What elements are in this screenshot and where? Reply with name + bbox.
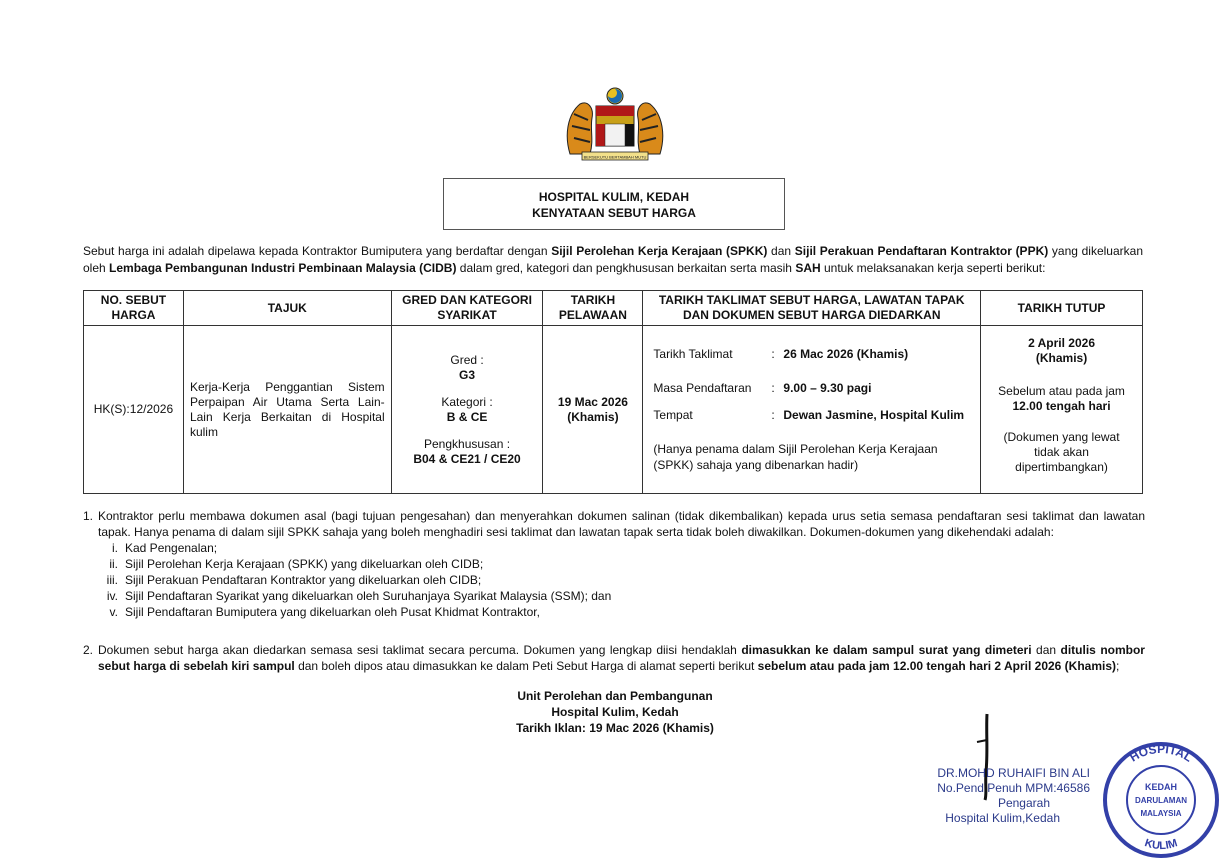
notes-section bbox=[83, 508, 1145, 674]
taklimat-date-row bbox=[653, 347, 970, 362]
note-segment: ; bbox=[1116, 659, 1120, 673]
pendaftaran-label: Masa Pendaftaran bbox=[653, 380, 752, 395]
note-text bbox=[98, 642, 1145, 674]
list-item bbox=[83, 572, 1145, 588]
tempat-label: Tempat bbox=[653, 407, 693, 422]
list-text: Kad Pengenalan; bbox=[125, 541, 218, 555]
signature-block bbox=[880, 766, 1090, 826]
cell-gred bbox=[391, 326, 543, 494]
list-numeral: v. bbox=[109, 605, 118, 619]
tutup-sebelum: Sebelum atau pada jam bbox=[998, 384, 1125, 398]
list-item bbox=[83, 604, 1145, 620]
tempat-value: Dewan Jasmine, Hospital Kulim bbox=[783, 407, 965, 422]
malaysia-coat-of-arms-icon bbox=[560, 84, 670, 164]
stamp-outer-top: HOSPITAL bbox=[1127, 741, 1195, 765]
pelawaan-date: 19 Mac 2026 bbox=[557, 394, 628, 409]
colon: : bbox=[771, 380, 775, 395]
note-segment: dan bbox=[1031, 643, 1061, 657]
stamp-inner-2: DARULAMAN bbox=[1135, 796, 1187, 805]
colon: : bbox=[771, 346, 775, 361]
table-row bbox=[84, 326, 1143, 494]
cell-pelawaan bbox=[543, 326, 643, 494]
taklimat-value: 26 Mac 2026 (Khamis) bbox=[783, 346, 909, 361]
intro-text: Sebut harga ini adalah dipelawa kepada Kontraktor Bumiputera yang berdaftar dengan bbox=[83, 244, 552, 258]
note-segment: Dokumen sebut harga akan diedarkan semasa sesi taklimat secara percuma. Dokumen yang lengkap diisi hendaklah bbox=[98, 643, 742, 657]
cell-tutup bbox=[981, 326, 1143, 494]
intro-bold: Sijil Perolehan Kerja Kerajaan (SPKK) bbox=[551, 244, 768, 258]
header-gred: GRED DAN KATEGORI SYARIKAT bbox=[391, 291, 543, 326]
list-text: Sijil Perakuan Pendaftaran Kontraktor yang dikeluarkan oleh CIDB; bbox=[125, 573, 482, 587]
list-numeral: ii. bbox=[109, 557, 118, 571]
intro-text: untuk melaksanakan kerja seperti berikut: bbox=[820, 261, 1046, 275]
cell-tajuk: Kerja-Kerja Penggantian Sistem Perpaipan Air Utama Serta Lain-Lain Kerja Berkaitan di Hospital kulim bbox=[183, 326, 391, 494]
intro-text: dalam gred, kategori dan pengkhususan berkaitan serta masih bbox=[456, 261, 796, 275]
tender-table bbox=[83, 290, 1143, 494]
gred-label: Gred : bbox=[450, 352, 484, 367]
intro-bold: Lembaga Pembangunan Industri Pembinaan Malaysia (CIDB) bbox=[109, 261, 457, 275]
header-taklimat: TARIKH TAKLIMAT SEBUT HARGA, LAWATAN TAPAK DAN DOKUMEN SEBUT HARGA DIEDARKAN bbox=[643, 291, 981, 326]
table-header-row bbox=[84, 291, 1143, 326]
header-tutup: TARIKH TUTUP bbox=[981, 291, 1143, 326]
pendaftaran-value: 9.00 – 9.30 pagi bbox=[783, 380, 872, 395]
header-no: NO. SEBUT HARGA bbox=[84, 291, 184, 326]
cell-no: HK(S):12/2026 bbox=[84, 326, 184, 494]
note-1 bbox=[83, 508, 1145, 540]
issuer-hospital: Hospital Kulim, Kedah bbox=[551, 705, 679, 719]
stamp-outer-bottom: KULIM bbox=[1143, 837, 1179, 853]
note-segment: dan boleh dipos atau dimasukkan ke dalam Peti Sebut Harga di alamat seperti berikut bbox=[294, 659, 758, 673]
list-item bbox=[83, 540, 1145, 556]
kategori-value: B & CE bbox=[446, 409, 488, 424]
list-numeral: iv. bbox=[106, 589, 118, 603]
intro-bold: Sijil Perakuan Pendaftaran Kontraktor (PPK) bbox=[794, 244, 1049, 258]
signatory-place: Hospital Kulim,Kedah bbox=[945, 811, 1060, 825]
note-bold: dimasukkan ke dalam sampul surat yang dimeteri bbox=[741, 643, 1032, 657]
list-text: Sijil Perolehan Kerja Kerajaan (SPKK) yang dikeluarkan oleh CIDB; bbox=[125, 557, 484, 571]
signatory-role: Pengarah bbox=[997, 796, 1050, 810]
intro-bold: SAH bbox=[795, 261, 821, 275]
official-stamp-icon bbox=[1100, 740, 1222, 860]
tutup-day: (Khamis) bbox=[1035, 351, 1088, 365]
header-pelawaan: TARIKH PELAWAAN bbox=[543, 291, 643, 326]
tempat-row bbox=[653, 408, 970, 423]
list-text: Sijil Pendaftaran Syarikat yang dikeluarkan oleh Suruhanjaya Syarikat Malaysia (SSM); dan bbox=[125, 589, 612, 603]
issuer-block bbox=[445, 688, 785, 736]
title-box bbox=[443, 178, 785, 230]
list-text: Sijil Pendaftaran Bumiputera yang dikeluarkan oleh Pusat Khidmat Kontraktor, bbox=[125, 605, 540, 619]
pendaftaran-row bbox=[653, 381, 970, 396]
title-hospital: HOSPITAL KULIM, KEDAH bbox=[538, 190, 690, 204]
tutup-time: 12.00 tengah hari bbox=[1012, 399, 1111, 413]
note-2 bbox=[83, 642, 1145, 674]
kategori-label: Kategori : bbox=[441, 394, 493, 409]
pelawaan-day: (Khamis) bbox=[567, 409, 619, 424]
issuer-unit: Unit Perolehan dan Pembangunan bbox=[517, 689, 713, 703]
signatory-id: No.Pend Penuh MPM:46586 bbox=[937, 781, 1090, 795]
stamp-inner-3: MALAYSIA bbox=[1140, 809, 1182, 818]
signatory-name: DR.MOHD RUHAIFI BIN ALI bbox=[937, 766, 1090, 780]
list-numeral: iii. bbox=[106, 573, 118, 587]
list-item bbox=[83, 556, 1145, 572]
tutup-note: (Dokumen yang lewat tidak akan dipertimbangkan) bbox=[1003, 430, 1120, 474]
title-notice: KENYATAAN SEBUT HARGA bbox=[532, 206, 696, 220]
note-bold: sebelum atau pada jam 12.00 tengah hari 2 April 2026 (Khamis) bbox=[757, 659, 1117, 673]
colon: : bbox=[771, 407, 775, 422]
list-item bbox=[83, 588, 1145, 604]
note-bold: ditulis nombor sebut harga di sebelah kiri sampul bbox=[98, 643, 1145, 673]
intro-text: yang dikeluarkan oleh bbox=[83, 244, 1143, 275]
intro-text: dan bbox=[767, 244, 795, 258]
note-text: Kontraktor perlu membawa dokumen asal (bagi tujuan pengesahan) dan menyerahkan dokumen salinan (tidak dikembalikan) kepada urus setia semasa pendaftaran sesi taklimat dan lawatan tapak. Hanya penama di dalam sijil SPKK sahaja yang boleh menghadiri sesi taklimat dan lawatan tapak serta tidak boleh diwakilkan. Dokumen-dokumen yang dikehendaki adalah: bbox=[98, 509, 1145, 539]
pengkhususan-label: Pengkhususan : bbox=[424, 436, 511, 451]
taklimat-label: Tarikh Taklimat bbox=[653, 346, 733, 361]
list-numeral: i. bbox=[112, 541, 118, 555]
pengkhususan-value: B04 & CE21 / CE20 bbox=[413, 451, 521, 466]
tutup-date: 2 April 2026 bbox=[1028, 336, 1095, 350]
note-number: 2. bbox=[83, 643, 94, 657]
stamp-inner-1: KEDAH bbox=[1144, 782, 1178, 792]
intro-paragraph bbox=[83, 243, 1143, 277]
taklimat-note: (Hanya penama dalam Sijil Perolehan Kerja Kerajaan (SPKK) sahaja yang dibenarkan hadir) bbox=[653, 441, 938, 472]
header-tajuk: TAJUK bbox=[183, 291, 391, 326]
advert-date: Tarikh Iklan: 19 Mac 2026 (Khamis) bbox=[516, 721, 714, 735]
gred-value: G3 bbox=[459, 367, 476, 382]
note-number: 1. bbox=[83, 509, 94, 523]
cell-taklimat bbox=[643, 326, 981, 494]
crest-motto: BERSEKUTU BERTAMBAH MUTU bbox=[583, 154, 647, 160]
